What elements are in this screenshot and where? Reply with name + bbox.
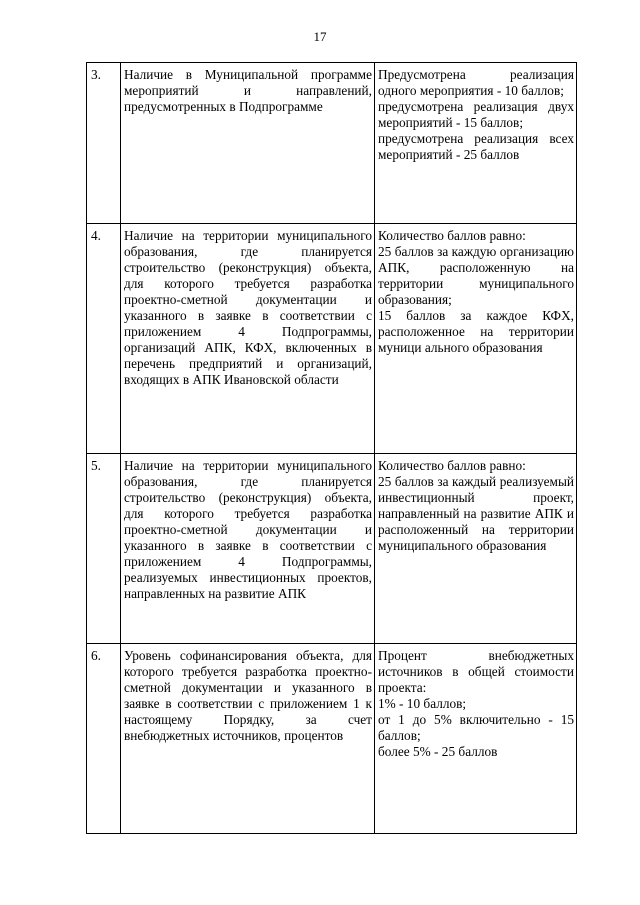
table-row — [87, 644, 577, 834]
criteria-table — [86, 62, 577, 834]
score-line: Процент внебюджетных источников в общей стоимости проекта: — [378, 648, 574, 695]
page-number: 17 — [313, 29, 327, 44]
score-line: Предусмотрена реализация одного мероприятия - 10 баллов; — [378, 67, 574, 98]
row-number: 4. — [87, 224, 121, 454]
score-cell — [375, 454, 577, 644]
score-line: Количество баллов равно: — [378, 458, 526, 473]
row-number: 3. — [87, 63, 121, 224]
score-line: более 5% - 25 баллов — [378, 744, 498, 759]
criterion-cell: Наличие на территории муниципального образования, где планируется строительство (реконструкция) объекта, для которого требуется разработка проектно-сметной документации и указанного в заявке в соответствии с приложением 4 Подпрограммы, реализуемых инвестиционных проектов, направленных на развитие АПК — [121, 454, 375, 644]
score-cell — [375, 224, 577, 454]
score-line: 25 баллов за каждый реализуемый инвестиционный проект, направленный на развитие АПК и расположенный на территории муниципального образования — [378, 474, 574, 553]
score-line: 1% - 10 баллов; — [378, 696, 467, 711]
row-number: 6. — [87, 644, 121, 834]
score-line: 25 баллов за каждую организацию АПК, расположенную на территории муниципального образования; — [378, 244, 574, 307]
score-cell — [375, 63, 577, 224]
table-row — [87, 454, 577, 644]
criterion-cell: Наличие в Муниципальной программе мероприятий и направлений, предусмотренных в Подпрограмме — [121, 63, 375, 224]
score-line: 15 баллов за каждое КФХ, расположенное на территории муници ального образования — [378, 308, 574, 355]
score-line: Количество баллов равно: — [378, 228, 526, 243]
row-number: 5. — [87, 454, 121, 644]
score-cell — [375, 644, 577, 834]
table-row — [87, 224, 577, 454]
criterion-cell: Уровень софинансирования объекта, для которого требуется разработка проектно-сметной документации и указанного в заявке в соответствии с приложением 1 к настоящему Порядку, за счет внебюджетных источников, процентов — [121, 644, 375, 834]
score-line: от 1 до 5% включительно - 15 баллов; — [378, 712, 574, 743]
score-line: предусмотрена реализация двух мероприятий - 15 баллов; — [378, 99, 574, 130]
criterion-cell: Наличие на территории муниципального образования, где планируется строительство (реконструкция) объекта, для которого требуется разработка проектно-сметной документации и указанного в заявке в соответствии с приложением 4 Подпрограммы, организаций АПК, КФХ, включенных в перечень предприятий и организаций, входящих в АПК Ивановской области — [121, 224, 375, 454]
table-row — [87, 63, 577, 224]
score-line: предусмотрена реализация всех мероприятий - 25 баллов — [378, 131, 574, 162]
